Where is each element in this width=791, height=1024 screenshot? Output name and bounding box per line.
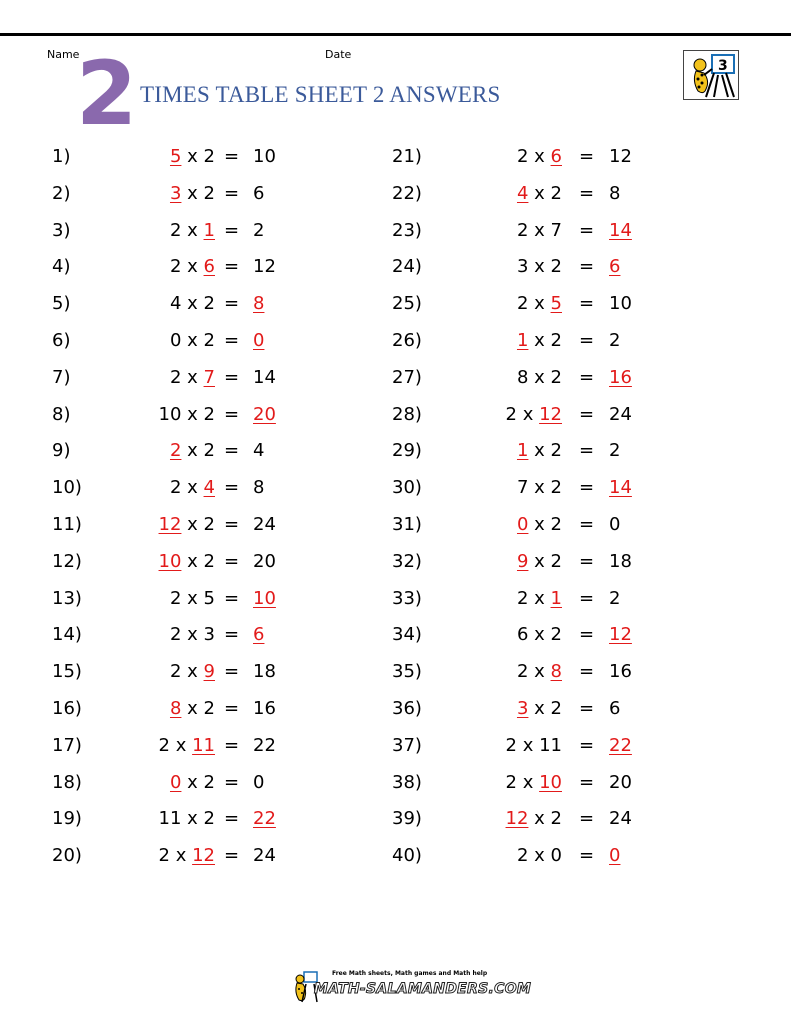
question-number: 5) [52,293,71,315]
factor-b: 0 [550,845,562,867]
factor-a: 8 [169,698,182,719]
result: 18 [609,550,632,572]
question-number: 21) [392,146,422,167]
question-row [0,217,791,245]
question-number: 33) [392,587,422,609]
factor-b: 6 [203,256,215,278]
factor-b: 2 [203,808,215,830]
question-number: 12) [52,550,82,572]
equals-sign: = [224,550,240,572]
factor-b: 7 [203,366,215,388]
factor-a: 0 [169,771,182,793]
factor-b: 2 [550,808,562,830]
question-number: 6) [52,330,71,351]
factor-a: 2 [169,477,182,499]
question-number: 40) [392,845,422,867]
equals-sign: = [579,587,595,609]
equation [517,621,562,649]
factor-a: 2 [516,587,529,609]
equals-sign: = [224,440,240,462]
times-sign: x [528,808,551,830]
equation [506,769,562,797]
question-number: 9) [52,440,71,462]
factor-b: 2 [203,771,215,793]
result: 6 [609,256,621,278]
result: 10 [253,587,276,609]
factor-b: 5 [203,587,215,609]
factor-a: 12 [505,808,529,830]
question-number: 14) [52,624,82,646]
factor-a: 2 [158,734,170,756]
result: 8 [253,293,265,315]
equals-sign: = [224,624,240,646]
factor-b: 2 [550,440,562,462]
equals-sign: = [579,403,595,425]
factor-a: 5 [169,146,182,167]
equation [517,548,562,576]
times-sign: x [528,477,551,499]
equation [517,290,562,318]
result: 22 [253,734,276,756]
result: 8 [609,182,621,204]
question-row [0,842,791,870]
equals-sign: = [224,771,240,793]
result: 4 [253,440,265,462]
question-number: 10) [52,477,82,499]
equals-sign: = [579,477,595,499]
equals-sign: = [224,366,240,388]
factor-b: 7 [550,219,562,241]
times-sign: x [528,661,551,683]
question-row [0,732,791,760]
result: 24 [609,403,632,425]
factor-a: 0 [516,514,529,535]
times-sign: x [516,403,540,425]
factor-b: 2 [550,624,562,646]
times-sign: x [181,771,204,793]
factor-a: 4 [169,293,182,315]
question-number: 20) [52,845,82,867]
equals-sign: = [579,771,595,793]
factor-b: 5 [550,293,562,315]
equals-sign: = [579,293,595,315]
factor-b: 11 [192,734,215,756]
question-row [0,658,791,686]
factor-a: 2 [516,146,529,167]
factor-a: 2 [169,661,182,683]
times-sign: x [181,661,204,683]
result: 0 [253,771,265,793]
factor-a: 2 [169,624,182,646]
equals-sign: = [579,330,595,351]
question-number: 7) [52,366,71,388]
times-sign: x [181,403,204,425]
result: 16 [253,698,276,719]
times-sign: x [528,293,551,315]
question-number: 22) [392,182,422,204]
question-number: 11) [52,514,82,535]
question-number: 32) [392,550,422,572]
result: 2 [609,440,621,462]
equals-sign: = [224,698,240,719]
times-sign: x [528,698,551,719]
factor-a: 2 [505,734,517,756]
top-rule [0,33,791,36]
result: 24 [253,514,276,535]
factor-b: 9 [203,661,215,683]
times-sign: x [516,734,540,756]
times-sign: x [528,845,551,867]
equals-sign: = [579,219,595,241]
equals-sign: = [579,661,595,683]
factor-b: 2 [203,514,215,535]
result: 10 [253,146,276,167]
factor-b: 4 [203,477,215,499]
factor-b: 12 [539,403,562,425]
result: 0 [609,845,621,867]
times-sign: x [528,182,551,204]
equals-sign: = [579,146,595,167]
times-sign: x [181,808,204,830]
question-number: 36) [392,698,422,719]
result: 10 [609,293,632,315]
date-label: Date [325,48,352,61]
factor-b: 2 [203,182,215,204]
equals-sign: = [579,550,595,572]
factor-b: 2 [550,550,562,572]
result: 12 [253,256,276,278]
equals-sign: = [579,182,595,204]
equals-sign: = [579,366,595,388]
factor-b: 10 [539,771,562,793]
factor-a: 3 [516,256,529,278]
footer [292,968,532,1006]
times-sign: x [528,514,551,535]
times-sign: x [528,256,551,278]
result: 20 [609,771,632,793]
times-sign: x [181,256,204,278]
factor-b: 1 [550,587,562,609]
equation [517,842,562,870]
equation [517,695,562,723]
factor-b: 12 [192,845,215,867]
factor-b: 11 [539,734,562,756]
result: 16 [609,366,632,388]
question-row [0,290,791,318]
equals-sign: = [224,661,240,683]
question-number: 4) [52,256,71,278]
factor-a: 2 [516,845,529,867]
equation [517,327,562,355]
result: 24 [609,808,632,830]
factor-a: 3 [516,698,529,719]
factor-a: 3 [169,182,182,204]
equals-sign: = [224,330,240,351]
equals-sign: = [579,808,595,830]
times-sign: x [181,624,204,646]
equals-sign: = [224,403,240,425]
times-sign: x [181,514,204,535]
equals-sign: = [224,845,240,867]
question-row [0,474,791,502]
factor-a: 10 [158,403,182,425]
result: 22 [609,734,632,756]
question-number: 18) [52,771,82,793]
question-number: 23) [392,219,422,241]
page-title: TIMES TABLE SHEET 2 ANSWERS [140,82,501,107]
factor-b: 8 [550,661,562,683]
times-sign: x [181,366,204,388]
footer-site-link[interactable]: MATH-SALAMANDERS.COM [314,981,532,997]
logo-digit: 3 [718,58,728,74]
times-sign: x [528,366,551,388]
factor-a: 2 [505,771,517,793]
question-row [0,364,791,392]
factor-b: 2 [550,477,562,499]
factor-a: 1 [516,440,529,462]
equation [517,511,562,539]
result: 2 [609,330,621,351]
times-sign: x [181,440,204,462]
times-sign: x [181,293,204,315]
times-sign: x [528,440,551,462]
question-row [0,621,791,649]
equals-sign: = [224,477,240,499]
question-number: 19) [52,808,82,830]
question-number: 1) [52,146,71,167]
factor-b: 2 [203,330,215,351]
equation [517,585,562,613]
question-row [0,253,791,281]
result: 20 [253,550,276,572]
times-sign: x [181,550,204,572]
equation [517,143,562,171]
question-row [0,327,791,355]
question-row [0,805,791,833]
times-sign: x [181,698,204,719]
table-number: 2 [76,42,138,145]
question-number: 17) [52,734,82,756]
question-row [0,695,791,723]
times-sign: x [169,845,193,867]
equation [506,732,562,760]
factor-a: 9 [516,550,529,572]
question-row [0,143,791,171]
question-row [0,180,791,208]
question-number: 16) [52,698,82,719]
question-number: 37) [392,734,422,756]
result: 18 [253,661,276,683]
equals-sign: = [579,256,595,278]
question-row [0,511,791,539]
factor-b: 2 [203,146,215,167]
factor-b: 2 [550,366,562,388]
factor-a: 2 [169,440,182,462]
question-number: 31) [392,514,422,535]
factor-a: 7 [516,477,529,499]
times-sign: x [181,146,204,167]
question-row [0,437,791,465]
question-row [0,548,791,576]
equation [517,217,562,245]
times-sign: x [528,219,551,241]
question-number: 25) [392,293,422,315]
factor-b: 2 [203,440,215,462]
question-number: 30) [392,477,422,499]
result: 8 [253,477,265,499]
question-number: 8) [52,403,71,425]
result: 24 [253,845,276,867]
question-number: 35) [392,661,422,683]
equals-sign: = [224,514,240,535]
factor-a: 2 [158,845,170,867]
question-number: 24) [392,256,422,278]
equals-sign: = [579,440,595,462]
factor-a: 4 [516,182,529,204]
equation [517,180,562,208]
equals-sign: = [224,808,240,830]
times-sign: x [181,219,204,241]
result: 14 [609,219,632,241]
question-number: 26) [392,330,422,351]
result: 16 [609,661,632,683]
factor-a: 2 [505,403,517,425]
times-sign: x [181,587,204,609]
equals-sign: = [579,514,595,535]
equals-sign: = [224,256,240,278]
name-label: Name [47,48,80,61]
result: 14 [253,366,276,388]
result: 0 [609,514,621,535]
result: 0 [253,330,265,351]
result: 22 [253,808,276,830]
factor-a: 10 [158,550,182,572]
factor-b: 2 [550,182,562,204]
equation [517,474,562,502]
question-number: 29) [392,440,422,462]
result: 6 [609,698,621,719]
times-sign: x [528,624,551,646]
factor-a: 12 [158,514,182,535]
result: 20 [253,403,276,425]
equals-sign: = [224,587,240,609]
equation [506,401,562,429]
question-number: 13) [52,587,82,609]
factor-a: 2 [516,661,529,683]
question-row [0,401,791,429]
footer-tagline: Free Math sheets, Math games and Math help [332,970,488,977]
factor-b: 2 [550,330,562,351]
question-row [0,769,791,797]
factor-a: 2 [169,587,182,609]
equals-sign: = [224,182,240,204]
result: 14 [609,477,632,499]
times-sign: x [181,330,204,351]
salamander-blackboard-icon [683,50,739,100]
equation [506,805,562,833]
factor-b: 2 [203,293,215,315]
equation [517,253,562,281]
question-row [0,585,791,613]
question-number: 38) [392,771,422,793]
factor-b: 2 [550,256,562,278]
equation [517,364,562,392]
result: 2 [253,219,265,241]
question-number: 3) [52,219,71,241]
factor-a: 1 [516,330,529,351]
equals-sign: = [579,698,595,719]
factor-a: 2 [169,219,182,241]
factor-b: 2 [550,514,562,535]
factor-a: 0 [169,330,182,351]
equation [517,437,562,465]
question-number: 27) [392,366,422,388]
times-sign: x [528,587,551,609]
factor-b: 6 [550,146,562,167]
question-number: 34) [392,624,422,646]
equals-sign: = [579,624,595,646]
factor-a: 2 [516,219,529,241]
result: 12 [609,624,632,646]
equals-sign: = [224,146,240,167]
times-sign: x [181,182,204,204]
question-number: 39) [392,808,422,830]
equals-sign: = [579,845,595,867]
result: 2 [609,587,621,609]
question-number: 28) [392,403,422,425]
factor-b: 1 [203,219,215,241]
question-number: 2) [52,182,71,204]
equals-sign: = [579,734,595,756]
factor-b: 2 [550,698,562,719]
result: 12 [609,146,632,167]
result: 6 [253,182,265,204]
factor-a: 11 [158,808,182,830]
equation [517,658,562,686]
question-number: 15) [52,661,82,683]
times-sign: x [528,330,551,351]
factor-b: 2 [203,550,215,572]
factor-b: 2 [203,698,215,719]
factor-a: 2 [169,366,182,388]
equals-sign: = [224,734,240,756]
times-sign: x [169,734,193,756]
factor-a: 8 [516,366,529,388]
factor-a: 2 [516,293,529,315]
equals-sign: = [224,219,240,241]
factor-a: 2 [169,256,182,278]
result: 6 [253,624,265,646]
factor-b: 3 [203,624,215,646]
times-sign: x [528,146,551,167]
times-sign: x [516,771,540,793]
factor-a: 6 [516,624,529,646]
times-sign: x [528,550,551,572]
factor-b: 2 [203,403,215,425]
equals-sign: = [224,293,240,315]
times-sign: x [181,477,204,499]
